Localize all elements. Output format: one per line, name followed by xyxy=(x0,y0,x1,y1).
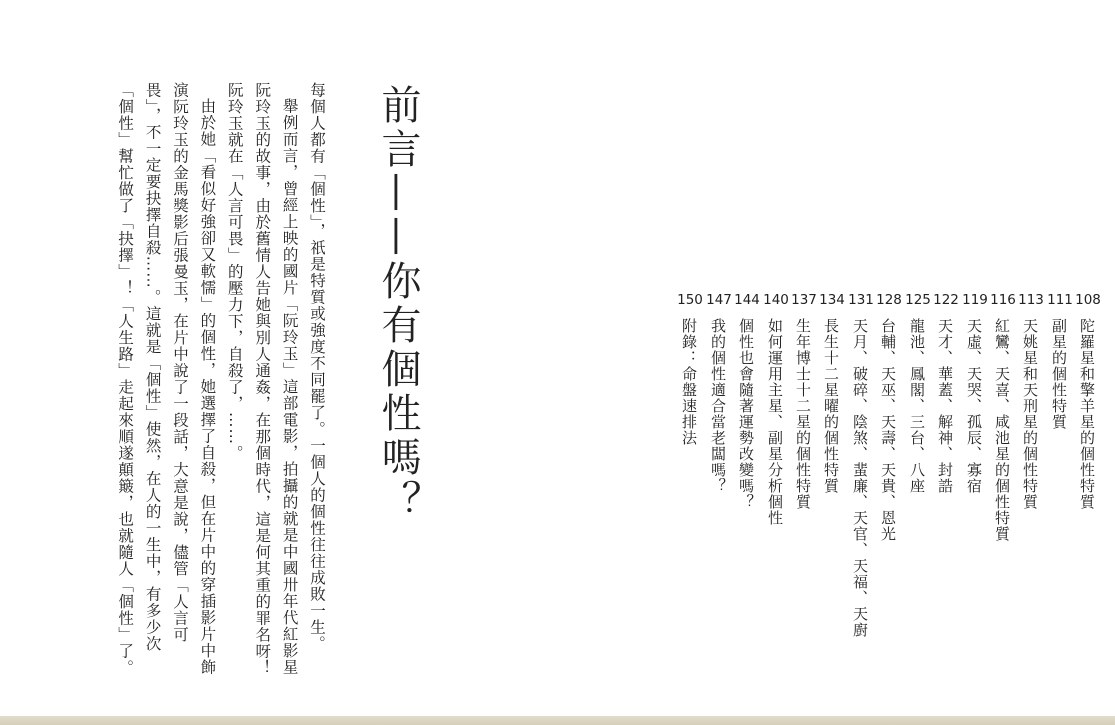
page-bottom-edge xyxy=(0,716,1115,725)
toc-page-number: 128 xyxy=(876,292,902,308)
toc-page-number: 113 xyxy=(1018,292,1044,308)
toc-page-number: 140 xyxy=(763,292,789,308)
toc-entry-title: 天虛、天哭、孤辰、寡宿 xyxy=(965,318,983,494)
toc-entry-title: 如何運用主星、副星分析個性 xyxy=(766,318,784,526)
toc-page-number: 131 xyxy=(848,292,874,308)
toc-page-number: 150 xyxy=(677,292,703,308)
preface-paragraph-2: 舉例而言，曾經上映的國片「阮玲玉」這部電影，拍攝的就是中國卅年代紅影星阮玲玉的故事，由於舊情人告她與別人通姦，在那個時代，這是何其重的罪名呀！阮玲玉就在「人言可畏」的壓力下，自殺了，……。 xyxy=(225,82,299,676)
toc-entry-title: 長生十二星曜的個性特質 xyxy=(822,318,840,494)
toc-entry-title: 生年博士十二星的個性特質 xyxy=(794,318,812,510)
preface-body xyxy=(40,82,330,682)
toc-page-number: 125 xyxy=(905,292,931,308)
toc-page-number: 137 xyxy=(791,292,817,308)
toc-entry-title: 紅鸞、天喜、咸池星的個性特質 xyxy=(993,318,1011,542)
toc-page-number: 108 xyxy=(1075,292,1101,308)
toc-entry-title: 我的個性適合當老闆嗎？ xyxy=(709,318,727,494)
toc-entry-title: 天姚星和天刑星的個性特質 xyxy=(1021,318,1039,510)
toc-page-number: 147 xyxy=(706,292,732,308)
toc-entry-title: 台輔、天巫、天壽、天貴、恩光 xyxy=(879,318,897,542)
toc-entry-title: 附錄：命盤速排法 xyxy=(680,318,698,446)
preface-paragraph-1: 每個人都有「個性」，祇是特質或強度不同罷了。一個人的個性往往成敗一生。 xyxy=(308,82,326,652)
preface-title: 前言——你有個性嗎？ xyxy=(375,84,421,524)
toc-page-number: 111 xyxy=(1047,292,1073,308)
toc-page-number: 116 xyxy=(990,292,1016,308)
preface-paragraph-3: 由於她「看似好強卻又軟懦」的個性，她選擇了自殺，但在片中的穿插影片中飾演阮玲玉的金馬獎影后張曼玉，在片中說了一段話，大意是說，儘管「人言可畏」，不一定要抉擇自殺……。這就是「個性」使然，在人的一生中，有多少次「個性」幫忙做了「抉擇」！「人生路」走起來順遂顛簸，也就隨人「個性」了。 xyxy=(116,82,217,676)
toc-page-number: 144 xyxy=(734,292,760,308)
toc-entry-title: 天才、華蓋、解神、封誥 xyxy=(936,318,954,494)
toc-entry-title: 陀羅星和擎羊星的個性特質 xyxy=(1078,318,1096,510)
toc-entry-title: 個性也會隨著運勢改變嗎？ xyxy=(737,318,755,510)
toc-entry-title: 副星的個性特質 xyxy=(1050,318,1068,430)
toc-page-number: 119 xyxy=(962,292,988,308)
toc-page-number: 134 xyxy=(819,292,845,308)
toc-page-numbers xyxy=(664,292,1104,308)
toc-page-number: 122 xyxy=(933,292,959,308)
toc-entry-title: 天月、破碎、陰煞、蜚廉、天官、天福、天廚 xyxy=(851,318,869,638)
toc-entry-title: 龍池、鳳閣、三台、八座 xyxy=(908,318,926,494)
